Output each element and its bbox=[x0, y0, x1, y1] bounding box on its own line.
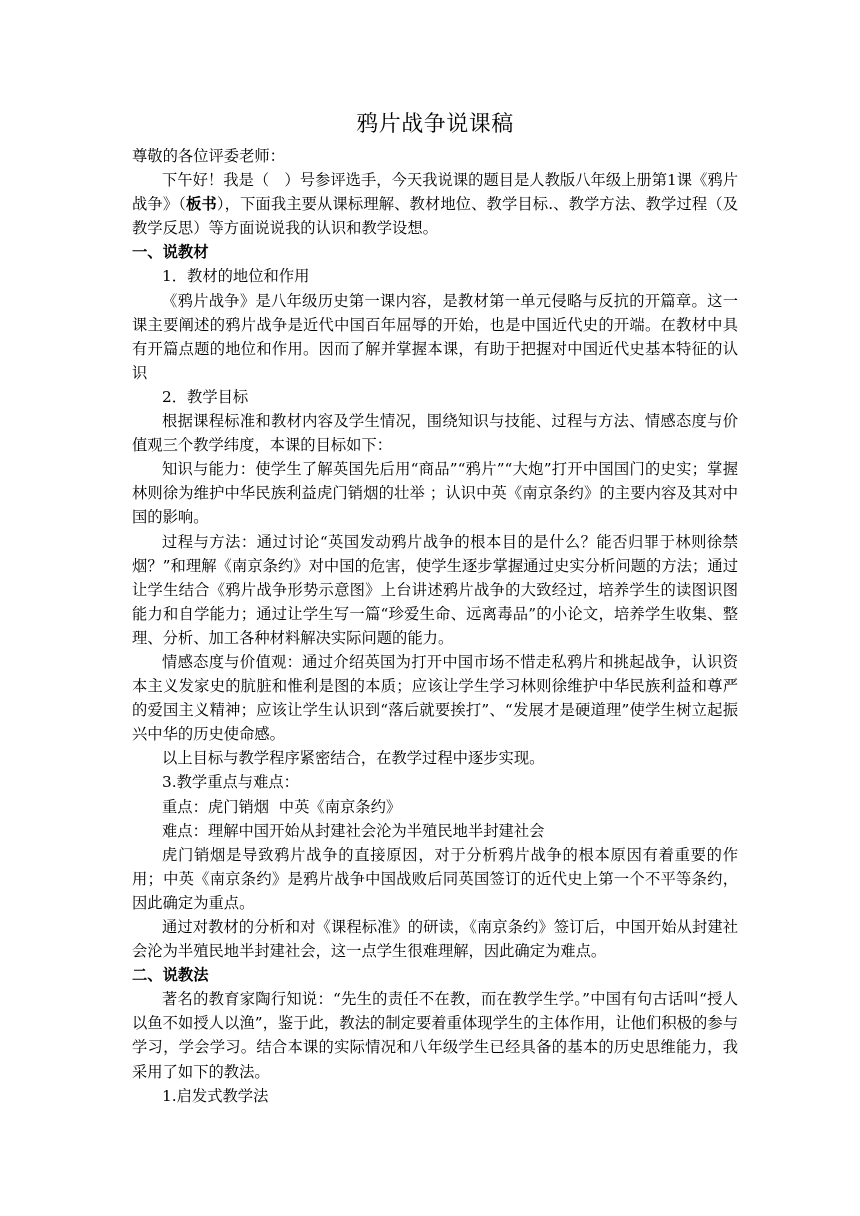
difficult-points: 难点：理解中国开始从封建社会沦为半殖民地半封建社会 bbox=[162, 821, 545, 840]
goal-knowledge: 知识与能力：使学生了解英国先后用“商品”“鸦片”“大炮”打开中国国门的史实；掌握林则徐为维护中华民族利益虎门销烟的壮举 ；认识中英《南京条约》的主要内容及其对中国的影响。 bbox=[132, 460, 738, 527]
greeting: 尊敬的各位评委老师： bbox=[132, 147, 285, 165]
intro-text-after: ），下面我主要从课标理解、教材地位、教学目标.、教学方法、教学过程（及教学反思）等方面说说我的认识和教学设想。 bbox=[132, 195, 738, 238]
key-points: 重点：虎门销烟 中英《南京条约》 bbox=[162, 797, 402, 816]
document-title: 鸦片战争说课稿 bbox=[356, 112, 514, 137]
key-reason: 虎门销烟是导致鸦片战争的直接原因，对于分析鸦片战争的根本原因有着重要的作用；中英《南京条约》是鸦片战争中国战败后同英国签订的近代史上第一个不平等条约，因此确定为重点。 bbox=[132, 845, 738, 912]
section1-sub2-heading: 2．教学目标 bbox=[162, 387, 249, 406]
document-page bbox=[132, 110, 738, 1108]
section2-text: 著名的教育家陶行知说：“先生的责任不在教，而在教学生学。”中国有句古话叫“授人以鱼不如授人以渔”，鉴于此，教法的制定要着重体现学生的主体作用，让他们积极的参与学习，学会学习。结合本课的实际情况和八年级学生已经具备的基本的历史思维能力，我采用了如下的教法。 bbox=[132, 990, 738, 1081]
section1-heading: 一、说教材 bbox=[132, 243, 209, 262]
intro-paragraph bbox=[132, 168, 738, 240]
goal-emotion: 情感态度与价值观：通过介绍英国为打开中国市场不惜走私鸦片和挑起战争，认识资本主义发家史的肮脏和惟利是图的本质；应该让学生学习林则徐维护中华民族利益和尊严的爱国主义精神；应该让学生认识到“落后就要挨打”、“发展才是硬道理”使学生树立起振兴中华的历史使命感。 bbox=[132, 652, 738, 744]
section1-sub1-heading: 1．教材的地位和作用 bbox=[162, 267, 310, 286]
section1-sub2-intro: 根据课程标准和教材内容及学生情况，围绕知识与技能、过程与方法、情感态度与价值观三个教学纬度，本课的目标如下： bbox=[132, 412, 738, 455]
section1-sub1-text: 《鸦片战争》是八年级历史第一课内容，是教材第一单元侵略与反抗的开篇章。这一课主要阐述的鸦片战争是近代中国百年屈辱的开始，也是中国近代史的开端。在教材中具有开篇点题的地位和作用。因而了解并掌握本课，有助于把握对中国近代史基本特征的认识 bbox=[132, 291, 738, 382]
section2-method1: 1.启发式教学法 bbox=[162, 1086, 269, 1105]
section1-sub3-heading: 3.教学重点与难点： bbox=[162, 773, 299, 792]
goal-process: 过程与方法：通过讨论“英国发动鸦片战争的根本目的是什么？能否归罪于林则徐禁烟？”和理解《南京条约》对中国的危害，使学生逐步掌握通过史实分析问题的方法；通过让学生结合《鸦片战争形势示意图》上台讲述鸦片战争的大致经过，培养学生的读图识图能力和自学能力；通过让学生写一篇“珍爱生命、远离毒品”的小论文，培养学生收集、整理、分析、加工各种材料解决实际问题的能力。 bbox=[132, 532, 738, 647]
goal-summary: 以上目标与教学程序紧密结合，在教学过程中逐步实现。 bbox=[162, 749, 545, 768]
intro-bold-text: 板书 bbox=[186, 195, 217, 214]
difficult-reason: 通过对教材的分析和对《课程标准》的研读，《南京条约》签订后，中国开始从封建社会沦为半殖民地半封建社会，这一点学生很难理解，因此确定为难点。 bbox=[132, 918, 738, 961]
intro-text-before: 下午好！我是（ ）号参评选手，今天我说课的题目是人教版八年级上册第1课《鸦片战争》（ bbox=[132, 171, 738, 214]
section2-heading: 二、说教法 bbox=[132, 966, 209, 985]
